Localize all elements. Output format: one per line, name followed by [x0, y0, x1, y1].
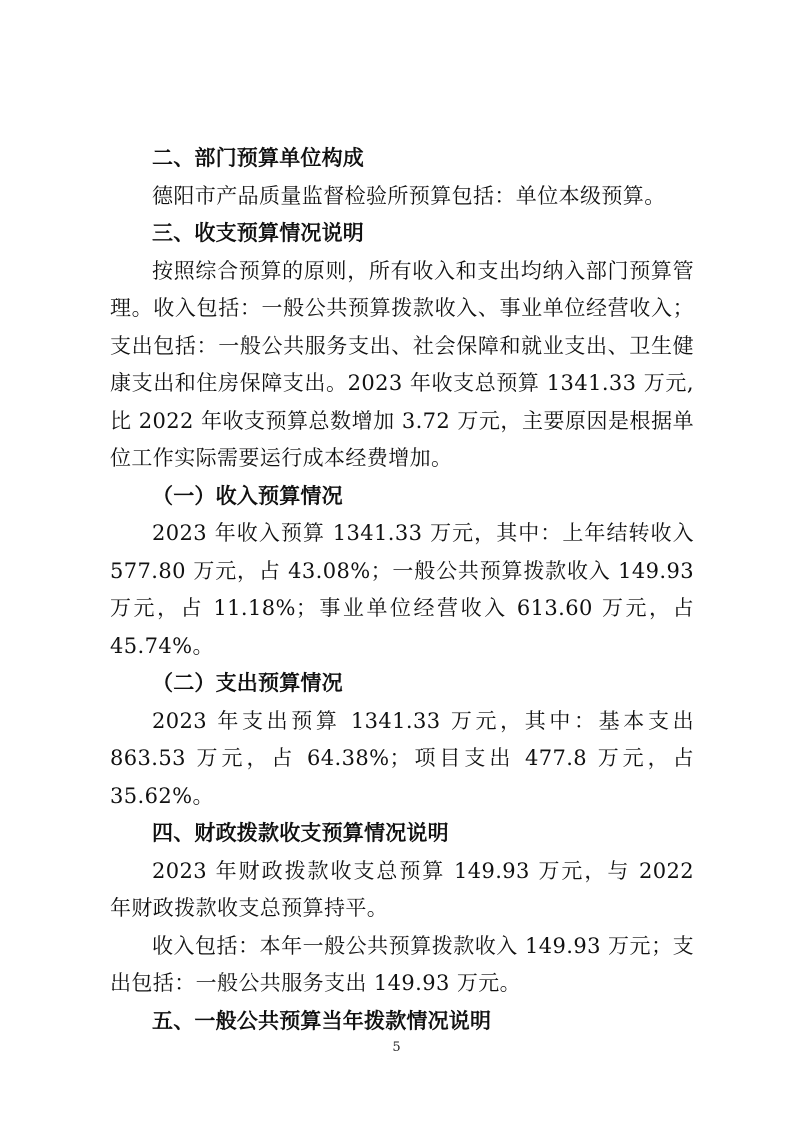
section-heading-budget-overview: 三、收支预算情况说明 [152, 221, 364, 245]
paragraph-budget-overview: 按照综合预算的原则，所有收入和支出均纳入部门预算管理。收入包括：一般公共预算拨款收入、事业单位经营收入；支出包括：一般公共服务支出、社会保障和就业支出、卫生健康支出和住房保障支出。2023 年收支总预算 1341.33 万元,比 2022 年收支预算总数增加 3.72 万元，主要原因是根据单位工作实际需要运行成本经费增加。 [110, 258, 694, 470]
paragraph-unit-composition: 德阳市产品质量监督检验所预算包括：单位本级预算。 [152, 183, 666, 208]
page-number: 5 [392, 1040, 401, 1055]
subheading-expense-budget: （二）支出预算情况 [152, 671, 343, 695]
section-heading-unit-composition: 二、部门预算单位构成 [152, 146, 364, 170]
paragraph-fiscal-detail: 收入包括：本年一般公共预算拨款收入 149.93 万元；支出包括：一般公共服务支出 149.93 万元。 [110, 933, 694, 995]
subheading-income-budget: （一）收入预算情况 [152, 483, 343, 508]
paragraph-fiscal-total: 2023 年财政拨款收支总预算 149.93 万元，与 2022 年财政拨款收支总预算持平。 [110, 858, 694, 920]
document-body [110, 140, 694, 1040]
section-heading-fiscal-appropriation: 四、财政拨款收支预算情况说明 [152, 821, 449, 845]
paragraph-expense-budget: 2023 年支出预算 1341.33 万元，其中：基本支出 863.53 万元，占 64.38%；项目支出 477.8 万元，占 35.62%。 [110, 708, 694, 808]
section-heading-general-public-budget: 五、一般公共预算当年拨款情况说明 [152, 1008, 492, 1033]
paragraph-income-budget: 2023 年收入预算 1341.33 万元，其中：上年结转收入 577.80 万元，占 43.08%；一般公共预算拨款收入 149.93 万元，占 11.18%；事业单位经营收入 613.60 万元，占 45.74%。 [110, 521, 694, 658]
